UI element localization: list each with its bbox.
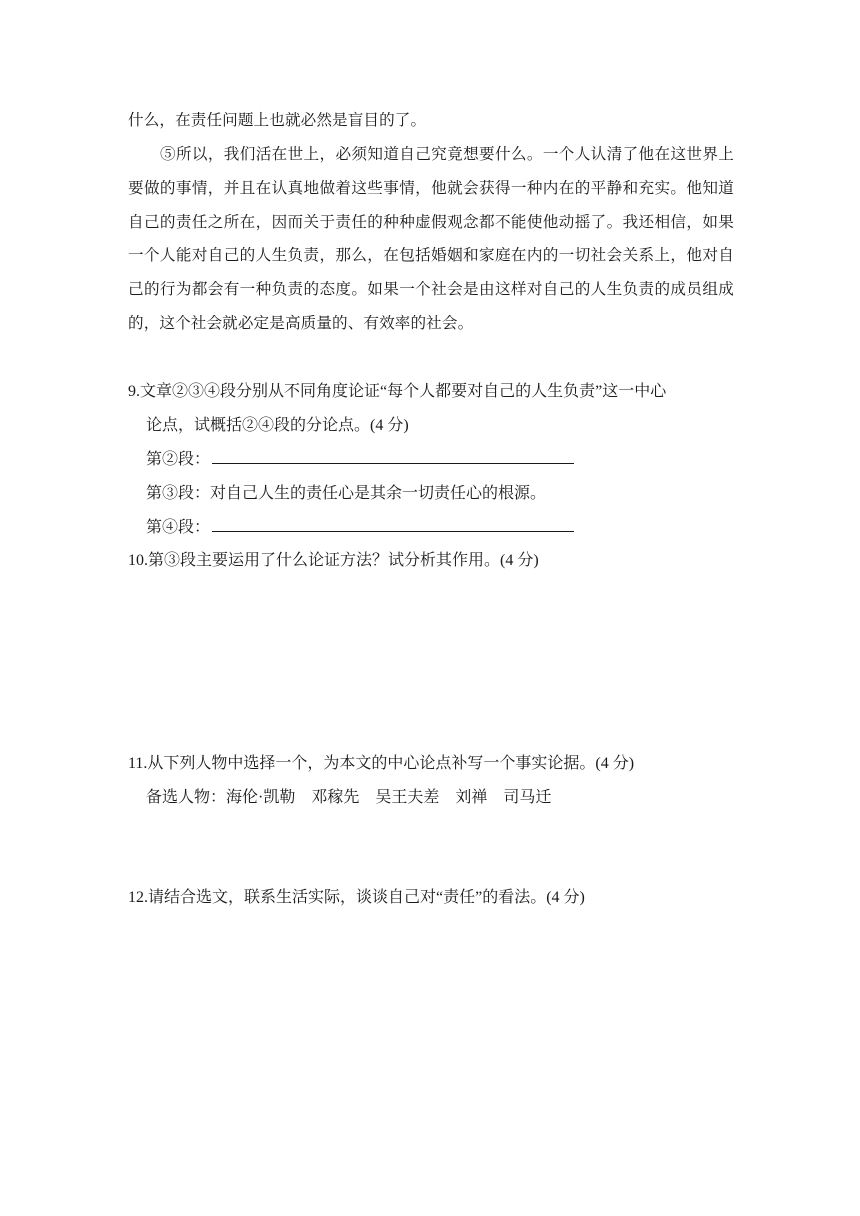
answer-blank-para-2[interactable] (212, 462, 574, 464)
candidate-item: 海伦·凯勒 (226, 789, 296, 806)
question-10: 10.第③段主要运用了什么论证方法？试分析其作用。(4 分) (128, 552, 539, 569)
answer-blank-para-4[interactable] (212, 530, 574, 532)
candidate-item: 刘禅 (455, 789, 488, 806)
passage-paragraph-5: ⑤所以，我们活在世上，必须知道自己究竟想要什么。一个人认清了他在这世界上要做的事情，并且在认真地做着这些事情，他就会获得一种内在的平静和充实。他知道自己的责任之所在，因而关于责任的种种虚假观念都不能使他动摇了。我还相信，如果一个人能对自己的人生负责，那么，在包括婚姻和家庭在内的一切社会关系上，他对自己的行为都会有一种负责的态度。如果一个社会是由这样对自己的人生负责的成员组成的，这个社会就必定是高质量的、有效率的社会。 (128, 145, 734, 332)
answer-line-para-4 (146, 511, 574, 545)
passage-paragraph-end: 什么，在责任问题上也就必然是盲目的了。 (128, 111, 427, 129)
candidate-item: 司马迁 (503, 789, 552, 806)
answer-line-para-3: 第③段：对自己人生的责任心是其余一切责任心的根源。 (146, 485, 547, 502)
candidate-item: 吴王夫差 (375, 789, 440, 806)
question-12: 12.请结合选文，联系生活实际，谈谈自己对“责任”的看法。(4 分) (128, 889, 585, 906)
para-4-label: 第④段： (146, 519, 211, 536)
question-9-line-1: 9.文章②③④段分别从不同角度论证“每个人都要对自己的人生负责”这一中心 (128, 383, 667, 400)
answer-line-para-2 (146, 443, 574, 477)
para-2-label: 第②段： (146, 451, 211, 468)
question-11: 11.从下列人物中选择一个，为本文的中心论点补写一个事实论据。(4 分) (128, 755, 635, 772)
candidates-label: 备选人物： (146, 789, 227, 806)
candidate-item: 邓稼先 (311, 789, 360, 806)
question-9-line-2: 论点，试概括②④段的分论点。(4 分) (146, 416, 409, 434)
candidate-list (146, 781, 567, 815)
question-9 (128, 375, 738, 442)
